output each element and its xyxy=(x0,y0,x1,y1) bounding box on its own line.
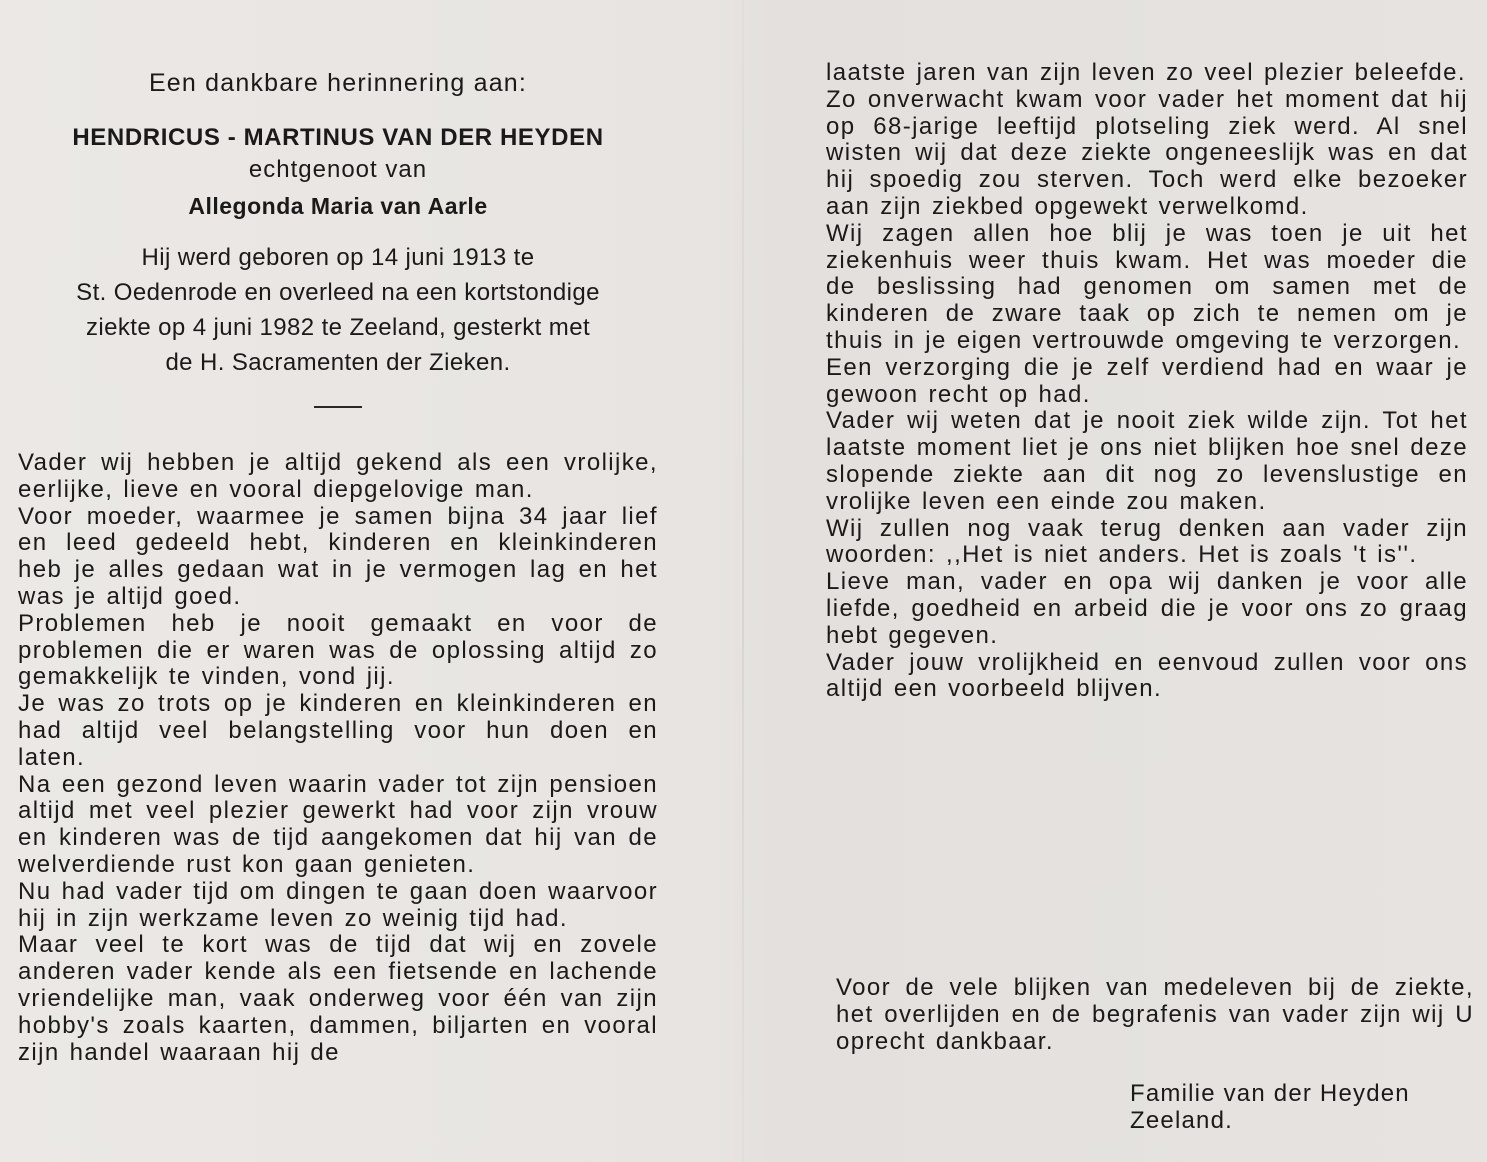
family-signature: Familie van der Heyden xyxy=(1130,1080,1410,1107)
right-column xyxy=(826,60,1468,703)
deceased-name: HENDRICUS - MARTINUS VAN DER HEYDEN xyxy=(72,124,604,151)
thanks-note: Voor de vele blijken van medeleven bij de ziekte, het overlijden en de begrafenis van vader zijn wij U oprecht dankbaar. xyxy=(836,974,1474,1055)
bio-line: St. Oedenrode en overleed na een kortstondige xyxy=(76,279,600,306)
left-column xyxy=(18,66,658,1066)
card-fold xyxy=(742,0,744,1162)
text-paragraph: Problemen heb je nooit gemaakt en voor de problemen die er waren was de oplossing altijd zo gemakkelijk te vinden, vond jij. xyxy=(18,609,658,691)
text-paragraph: Zo onverwacht kwam voor vader het moment dat hij op 68-jarige leeftijd plotseling ziek werd. Al snel wisten wij dat deze ziekte ongeneeslijk was en dat hij spoedig zou sterven. Toch werd elke bezoeker aan zijn ziekbed opgewekt verwelkomd. xyxy=(826,85,1468,220)
separator-line xyxy=(314,406,362,408)
text-paragraph: Maar veel te kort was de tijd dat wij en zovele anderen vader kende als een fietsende en lachende vriendelijke man, vaak onderweg voor één van zijn hobby's zoals kaarten, dammen, biljarten en vooral zijn handel waaraan hij de xyxy=(18,931,658,1066)
intro-text: Een dankbare herinnering aan: xyxy=(148,69,528,97)
text-paragraph: Wij zagen allen hoe blij je was toen je uit het ziekenhuis weer thuis kwam. Het was moeder die de beslissing had genomen om samen met de kinderen de zware taak op zich te nemen om je thuis in je eigen vertrouwde omgeving te verzorgen. xyxy=(826,219,1468,354)
text-paragraph: Voor moeder, waarmee je samen bijna 34 jaar lief en leed gedeeld hebt, kinderen en kleinkinderen heb je alles gedaan wat in je vermogen lag en het was je altijd goed. xyxy=(18,502,658,610)
bio-line: de H. Sacramenten der Zieken. xyxy=(165,349,511,376)
text-paragraph: Een verzorging die je zelf verdiend had en waar je gewoon recht op had. xyxy=(826,353,1468,408)
text-paragraph: laatste jaren van zijn leven zo veel plezier beleefde. xyxy=(826,59,1466,86)
text-paragraph: Vader wij hebben je altijd gekend als een vrolijke, eerlijke, lieve en vooral diepgelovige man. xyxy=(18,449,658,503)
bio-line: Hij werd geboren op 14 juni 1913 te xyxy=(141,244,535,271)
bio-line: ziekte op 4 juni 1982 te Zeeland, gesterkt met xyxy=(85,314,591,341)
text-paragraph: Nu had vader tijd om dingen te gaan doen waarvoor hij in zijn werkzame leven zo weinig tijd had. xyxy=(18,877,658,932)
spouse-name: Allegonda Maria van Aarle xyxy=(188,193,488,219)
text-paragraph: Wij zullen nog vaak terug denken aan vader zijn woorden: ,,Het is niet anders. Het is zoals 't is''. xyxy=(826,514,1468,569)
spouse-label: echtgenoot van xyxy=(248,156,428,183)
signature-place: Zeeland. xyxy=(1130,1107,1233,1134)
text-paragraph: Lieve man, vader en opa wij danken je voor alle liefde, goedheid en arbeid die je voor ons zo graag hebt gegeven. xyxy=(826,568,1468,649)
text-paragraph: Je was zo trots op je kinderen en kleinkinderen en had altijd veel belangstelling voor hun doen en laten. xyxy=(18,690,658,771)
text-paragraph: Vader jouw vrolijkheid en eenvoud zullen voor ons altijd een voorbeeld blijven. xyxy=(826,648,1468,703)
signature-block xyxy=(1130,1080,1410,1134)
text-paragraph: Vader wij weten dat je nooit ziek wilde zijn. Tot het laatste moment liet je ons niet blijken hoe snel deze slopende ziekte aan dit nog zo levenslustige en vrolijke leven een einde zou maken. xyxy=(826,407,1468,515)
text-paragraph: Na een gezond leven waarin vader tot zijn pensioen altijd met veel plezier gewerkt had voor zijn vrouw en kinderen was de tijd aangekomen dat hij van de welverdiende rust kon gaan genieten. xyxy=(18,770,658,878)
